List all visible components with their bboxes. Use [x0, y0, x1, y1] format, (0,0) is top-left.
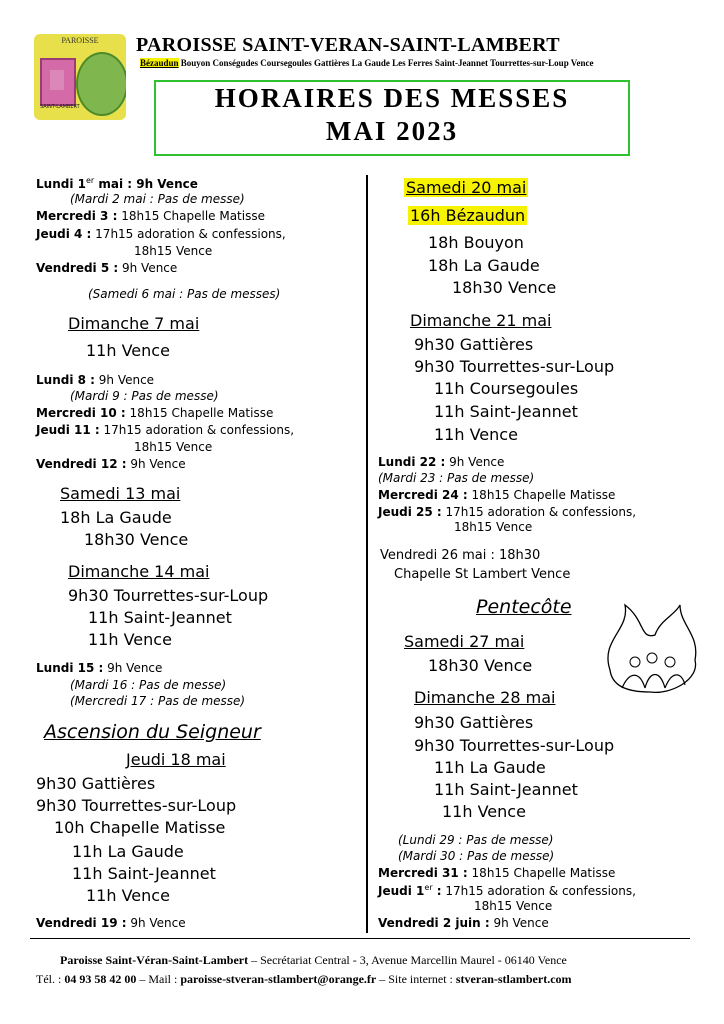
mass-time: 18h La Gaude: [428, 256, 540, 275]
mass-time-highlight: 16h Bézaudun: [410, 206, 526, 225]
list-item: Mercredi 31 : 18h15 Chapelle Matisse: [378, 866, 616, 880]
mass-time: 9h30 Gattières: [414, 335, 534, 354]
list-item: Vendredi 26 mai : 18h30: [380, 548, 541, 563]
list-item: (Mardi 16 : Pas de messe): [70, 678, 227, 692]
list-item: Vendredi 19 : 9h Vence: [36, 916, 186, 930]
mass-time: 9h30 Tourrettes-sur-Loup: [414, 357, 615, 376]
list-item: (Mercredi 17 : Pas de messe): [70, 694, 246, 708]
logo-stamp: SAINT-LAMBERT: [40, 104, 80, 110]
footer-contact: Tél. : 04 93 58 42 00 – Mail : paroisse-stveran-stlambert@orange.fr – Site internet : stveran-stlambert.com: [36, 972, 572, 986]
list-item: Lundi 8 : 9h Vence: [36, 373, 155, 387]
list-item: Mercredi 24 : 18h15 Chapelle Matisse: [378, 488, 616, 502]
day-heading: Dimanche 14 mai: [68, 562, 210, 581]
page-title: [154, 80, 630, 156]
day-heading: Dimanche 21 mai: [410, 311, 552, 330]
mass-time: 9h30 Gattières: [36, 774, 156, 793]
day-heading: Samedi 20 mai: [406, 178, 527, 197]
mass-time: 9h30 Tourrettes-sur-Loup: [414, 736, 615, 755]
mass-time: 11h Saint-Jeannet: [434, 780, 578, 799]
list-item: Lundi 1er mai : 9h Vence: [36, 176, 198, 191]
holy-spirit-flame-illustration: [600, 600, 708, 700]
feast-title: Ascension du Seigneur: [44, 721, 261, 743]
list-item: Jeudi 1er : 17h15 adoration & confessions,: [378, 883, 636, 898]
day-heading: Jeudi 18 mai: [126, 750, 226, 769]
mass-time: 9h30 Tourrettes-sur-Loup: [68, 586, 269, 605]
mass-time: 11h Vence: [86, 886, 170, 905]
list-item: 18h15 Vence: [134, 440, 213, 454]
list-item: Vendredi 5 : 9h Vence: [36, 261, 178, 275]
list-item: (Mardi 2 mai : Pas de messe): [70, 192, 245, 206]
day-heading: Dimanche 28 mai: [414, 688, 556, 707]
list-item: Mercredi 10 : 18h15 Chapelle Matisse: [36, 406, 274, 420]
villages-rest: Bouyon Conségudes Coursegoules Gattières La Gaude Les Ferres Saint-Jeannet Tourrettes-sur-Loup Vence: [180, 58, 594, 68]
footer-address: Paroisse Saint-Véran-Saint-Lambert – Secrétariat Central - 3, Avenue Marcellin Maurel - 06140 Vence: [60, 953, 567, 967]
parish-logo: [34, 34, 126, 120]
mass-time: 18h30 Vence: [452, 278, 557, 297]
church-illustration: [40, 58, 76, 106]
mass-time: 11h Vence: [88, 630, 172, 649]
list-item: 18h15 Vence: [474, 899, 553, 913]
column-divider: [366, 175, 368, 933]
mass-time: 18h La Gaude: [60, 508, 172, 527]
mass-time: 11h La Gaude: [72, 842, 184, 861]
list-item: Vendredi 12 : 9h Vence: [36, 457, 186, 471]
mass-time: 11h Vence: [86, 341, 170, 360]
phone-number: 04 93 58 42 00: [64, 972, 137, 986]
list-item: Jeudi 11 : 17h15 adoration & confessions,: [36, 423, 295, 437]
list-item: Chapelle St Lambert Vence: [394, 567, 571, 582]
list-item: (Lundi 29 : Pas de messe): [398, 833, 554, 847]
day-heading: Dimanche 7 mai: [68, 314, 200, 333]
list-item: 18h15 Vence: [134, 244, 213, 258]
mass-time: 9h30 Tourrettes-sur-Loup: [36, 796, 237, 815]
mass-time: 18h30 Vence: [84, 530, 189, 549]
mass-time: 11h Vence: [442, 802, 526, 821]
title-line2: MAI 2023: [325, 116, 459, 146]
feast-title: Pentecôte: [476, 596, 572, 618]
logo-text: PAROISSE: [61, 36, 99, 45]
website: stveran-stlambert.com: [455, 972, 572, 986]
mass-time: 18h30 Vence: [428, 656, 533, 675]
list-item: Lundi 22 : 9h Vence: [378, 455, 505, 469]
day-heading: Samedi 27 mai: [404, 632, 525, 651]
list-item: 18h15 Vence: [454, 520, 533, 534]
list-item: Mercredi 3 : 18h15 Chapelle Matisse: [36, 209, 265, 223]
list-item: (Mardi 23 : Pas de messe): [378, 471, 535, 485]
village-highlight: Bézaudun: [140, 58, 179, 68]
mass-time: 10h Chapelle Matisse: [54, 818, 226, 837]
logo-emblem: [76, 52, 126, 116]
list-item: Jeudi 25 : 17h15 adoration & confessions,: [378, 505, 637, 519]
mass-time: 9h30 Gattières: [414, 713, 534, 732]
parish-name: PAROISSE SAINT-VERAN-SAINT-LAMBERT: [136, 34, 560, 56]
title-line1: HORAIRES DES MESSES: [214, 83, 570, 113]
mass-time: 11h Saint-Jeannet: [434, 402, 578, 421]
mass-time: 11h Saint-Jeannet: [88, 608, 232, 627]
mass-time: 11h Vence: [434, 425, 518, 444]
list-item: Vendredi 2 juin : 9h Vence: [378, 916, 549, 930]
list-item: Jeudi 4 : 17h15 adoration & confessions,: [36, 227, 286, 241]
mass-time: 11h Coursegoules: [434, 379, 579, 398]
mass-time: 11h Saint-Jeannet: [72, 864, 216, 883]
list-item: (Mardi 9 : Pas de messe): [70, 389, 219, 403]
list-item: (Mardi 30 : Pas de messe): [398, 849, 555, 863]
email-address: paroisse-stveran-stlambert@orange.fr: [180, 972, 377, 986]
list-item: (Samedi 6 mai : Pas de messes): [88, 287, 281, 301]
villages-list: [140, 58, 593, 68]
footer-divider: [30, 938, 690, 939]
day-heading: Samedi 13 mai: [60, 484, 181, 503]
mass-time: 18h Bouyon: [428, 233, 524, 252]
mass-time: 11h La Gaude: [434, 758, 546, 777]
list-item: Lundi 15 : 9h Vence: [36, 661, 163, 675]
